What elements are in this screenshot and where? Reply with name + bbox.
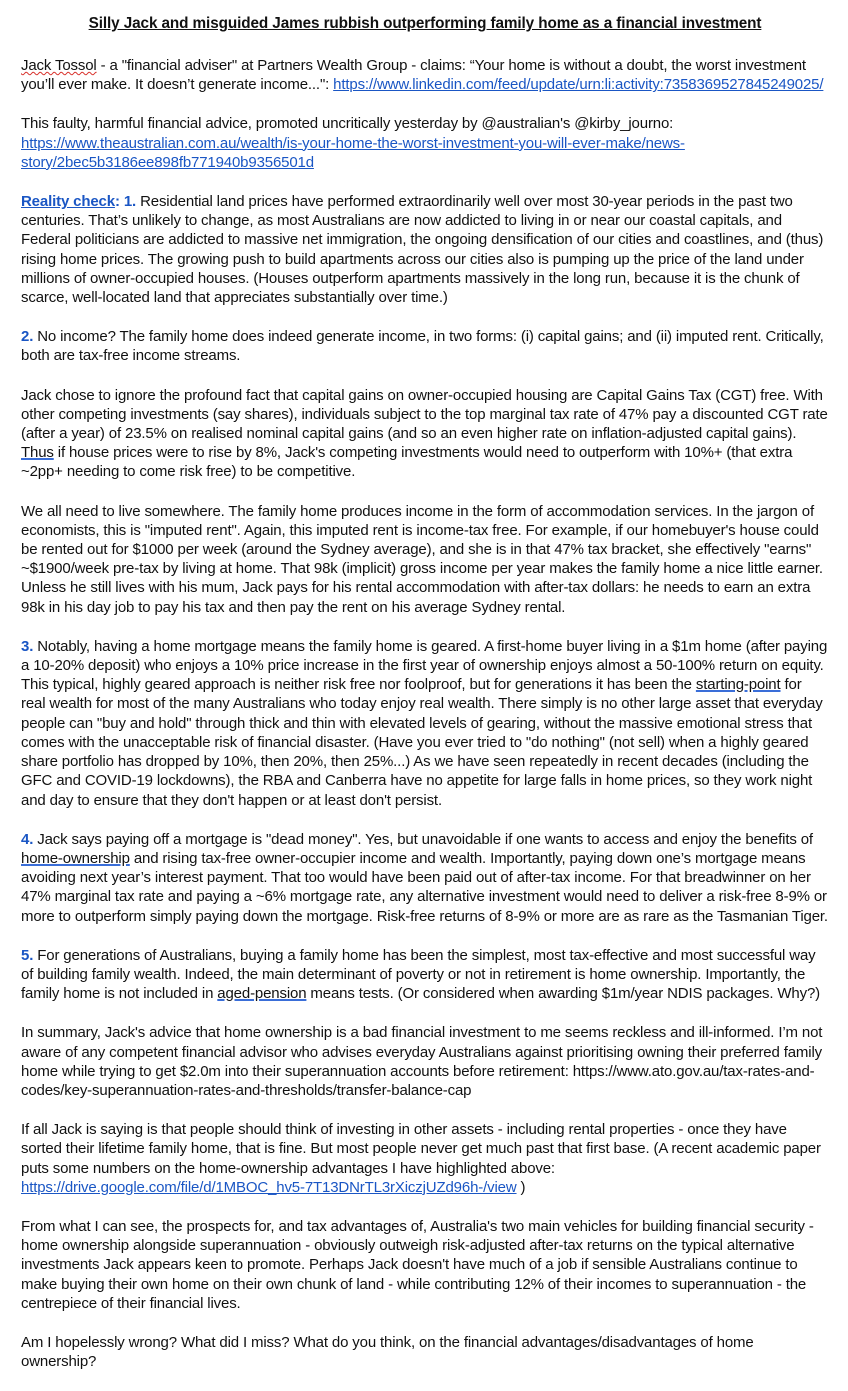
- point-5-number: 5.: [21, 946, 34, 964]
- reality-check-colon: :: [114, 193, 120, 211]
- cgt-text-after: if house prices were to rise by 8%, Jack's competing investments would need to outperform with 10%+ (that extra ~2pp+ needing to come risk free) to be competitive.: [21, 444, 793, 481]
- document-body: [21, 14, 829, 1391]
- point-1-number: 1.: [123, 193, 137, 211]
- point-1-text: Residential land prices have performed extraordinarily well over most 30-year periods in the past two centuries. That’s unlikely to change, as most Australians are now addicted to living in or near our coastal capitals, and Federal politicians are addicted to massive net immigration, the ongoing densification of our cities and coastlines, and (thus) rising home prices. The growing push to build apartments across our cities also is pumping up the price of the land under millions of owner-occupied houses. (Houses outperform apartments massively in the long run, because it is the chunk of scarce, well-located land that appreciates substantially over time.): [21, 193, 824, 307]
- home-ownership-word: home-ownership: [21, 849, 130, 867]
- point-2-paragraph: [21, 327, 829, 365]
- aged-pension-word: aged-pension: [217, 985, 307, 1003]
- point-1-paragraph: [21, 192, 829, 307]
- point-2-text: No income? The family home does indeed generate income, in two forms: (i) capital gains; and (ii) imputed rent. Critically, both are tax-free income streams.: [21, 328, 824, 365]
- intro-paragraph: [21, 56, 829, 94]
- adviser-name: Jack Tossol: [21, 57, 97, 74]
- starting-point-word: starting-point: [695, 676, 781, 694]
- promo-paragraph: [21, 114, 829, 172]
- cgt-text-before: Jack chose to ignore the profound fact that capital gains on owner-occupied housing are Capital Gains Tax (CGT) free. With other competing investments (say shares), individuals subject to the top marginal tax rate of 47% pay a discounted CGT rate (after a year) of 23.5% on realised nominal capital gains (and so an even higher rate on inflation-adjusted capital gains).: [21, 386, 828, 443]
- point-5-text-after: means tests. (Or considered when awarding $1m/year NDIS packages. Why?): [306, 985, 820, 1003]
- point-4-number: 4.: [21, 830, 34, 848]
- imputed-rent-paragraph: We all need to live somewhere. The family home produces income in the form of accommodation services. In the jargon of economists, this is "imputed rent". Again, this imputed rent is income-tax free. For example, if our homebuyer's house could be rented out for $1000 per week (around the Sydney average), and she is in that 47% tax bracket, she effectively "earns" ~$1900/week pre-tax by living at home. That 98k (implicit) gross income per year makes the family home a nice little earner. Unless he still lives with his mum, Jack pays for his rental accommodation with after-tax dollars: he needs to earn an extra 98k in his day job to pay his tax and then pay the rent on his average Sydney rental.: [21, 502, 823, 616]
- point-4-text-after: and rising tax-free owner-occupier income and wealth. Importantly, paying down one’s mortgage means avoiding next year’s interest payment. That too would have been paid out of after-tax income. For that breadwinner on her 47% marginal tax rate and paying a ~6% mortgage rate, any alternative investment would need to deliver a risk-free 8-9% or more to outperform simply paying down the mortgage. Risk-free returns of 8-9% or more are as rare as the Tasmanian Tiger.: [21, 849, 828, 925]
- academic-paper-link[interactable]: https://drive.google.com/file/d/1MBOC_hv5-7T13DNrTL3rXiczjUZd96h-/view: [21, 1178, 517, 1196]
- point-3-text-before: Notably, having a home mortgage means the family home is geared. A first-home buyer living in a $1m home (after paying a 10-20% deposit) who enjoys a 10% price increase in the first year of ownership enjoys almost a 50-100% return on equity. This typical, highly geared approach is neither risk free nor foolproof, but for generations it has been the: [21, 637, 828, 694]
- point-3-number: 3.: [21, 637, 34, 655]
- australian-article-link[interactable]: https://www.theaustralian.com.au/wealth/is-your-home-the-worst-investment-you-will-ever-make/news-story/2bec5b3186ee898fb771940b9356501d: [21, 134, 685, 171]
- point-5-text-before: For generations of Australians, buying a family home has been the simplest, most tax-effective and most successful way of building family wealth. Indeed, the main determinant of poverty or not in retirement is home ownership. Importantly, the family home is not included in: [21, 946, 816, 1003]
- intro-claim: - a "financial adviser" at Partners Wealth Group - claims: “Your home is without a doubt, the worst investment you’ll ever make. It doesn’t generate income...":: [21, 57, 806, 94]
- point-2-number: 2.: [21, 328, 34, 346]
- linkedin-link[interactable]: https://www.linkedin.com/feed/update/urn:li:activity:7358369527845249025/: [333, 76, 824, 94]
- summary-paragraph: In summary, Jack's advice that home ownership is a bad financial investment to me seems reckless and ill-informed. I’m not aware of any competent financial advisor who advises everyday Australians against prioritising owning their preferred family home while trying to get $2.0m into their superannuation accounts before retirement: https://www.ato.gov.au/tax-rates-and-codes/key-superannuation-rates-and-thresholds/transfer-balance-cap: [21, 1024, 823, 1099]
- point-5-paragraph: [21, 946, 829, 1004]
- reality-check-label: Reality check: [21, 193, 115, 211]
- point-4-paragraph: [21, 830, 829, 926]
- rental-close: ): [516, 1178, 526, 1196]
- cgt-paragraph: [21, 386, 829, 482]
- point-3-paragraph: [21, 637, 829, 810]
- rental-paragraph: [21, 1120, 829, 1197]
- promo-text: This faulty, harmful financial advice, promoted uncritically yesterday by @australian's @kirby_journo:: [21, 115, 674, 133]
- point-3-text-after: for real wealth for most of the many Australians who today enjoy real wealth. There simply is no other large asset that everyday people can "buy and hold" through thick and thin with elevated levels of gearing, without the massive emotional stress that comes with the unacceptable risk of financial disaster. (Have you ever tried to "do nothing" (not sell) when a highly geared share portfolio has dropped by 10%, then 20%, then 25%...) As we have seen repeatedly in recent decades (including the GFC and COVID-19 lockdowns), the RBA and Canberra have no appetite for large falls in home prices, so they work night and day to ensure that they don't happen or at least don't persist.: [21, 676, 823, 809]
- rental-text: If all Jack is saying is that people should think of investing in other assets - including rental properties - once they have sorted their lifetime family home, that is fine. But most people never get much past that first base. (A recent academic paper puts some numbers on the home-ownership advantages I have highlighted above:: [21, 1121, 821, 1177]
- closing-question: Am I hopelessly wrong? What did I miss? What do you think, on the financial advantages/disadvantages of home ownership?: [21, 1333, 754, 1371]
- point-4-text-before: Jack says paying off a mortgage is "dead money". Yes, but unavoidable if one wants to access and enjoy the benefits of: [33, 830, 813, 848]
- document-title: Silly Jack and misguided James rubbish outperforming family home as a financial investment: [88, 15, 762, 32]
- thus-word: Thus: [21, 444, 54, 462]
- conclusion-paragraph: From what I can see, the prospects for, and tax advantages of, Australia's two main vehicles for building financial security - home ownership alongside superannuation - obviously outweigh risk-adjusted after-tax returns on the typical alternative investments Jack appears keen to promote. Perhaps Jack doesn't have much of a job if sensible Australians continue to make buying their own home on their own chunk of land - while contributing 12% of their incomes to superannuation - the centrepiece of their financial lives.: [21, 1217, 814, 1312]
